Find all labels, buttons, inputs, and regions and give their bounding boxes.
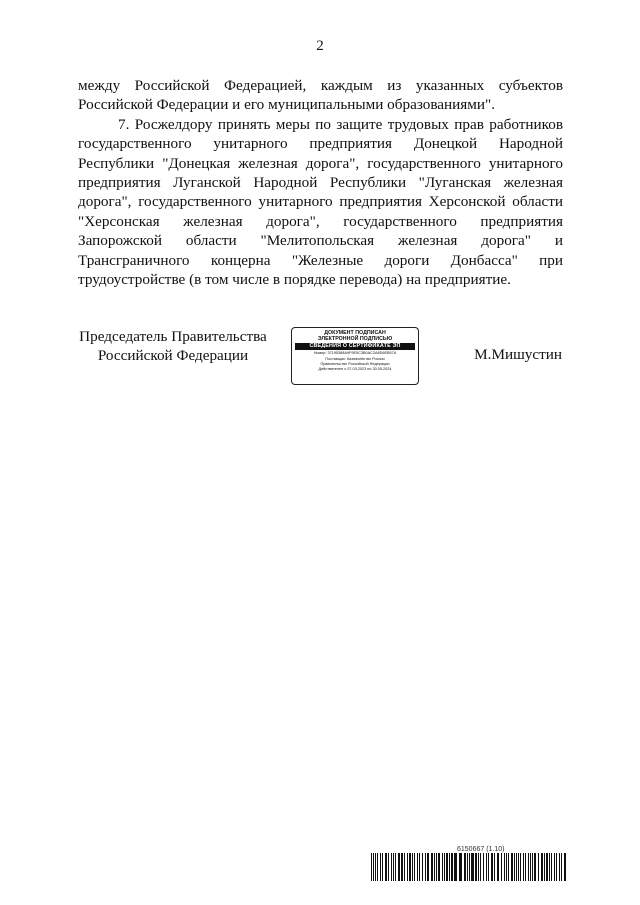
paragraph-continuation: между Российской Федерацией, каждым из указанных субъектов Российской Федерации и его муниципальными образованиями". bbox=[78, 77, 563, 114]
stamp-owner: Правительство Российской Федерации bbox=[320, 361, 390, 366]
signer-title bbox=[78, 328, 268, 365]
stamp-validity: Действителен с 07.03.2023 по 30.05.2024 bbox=[318, 366, 392, 371]
paragraph-item-7: 7. Росжелдору принять меры по защите трудовых прав работников государственного унитарного предприятия Донецкой Народной Республики "Донецкая железная дорога", государственного унитарного предприятия Луганской Народной Республики "Луганская железная дорога", государственного унитарного предприятия Херсонской области "Херсонская железная дорога", государственного предприятия Запорожской области "Мелитопольская железная дорога" и Трансграничного концерна "Железные дороги Донбасса" при трудоустройстве (в том числе в порядке перевода) на предприятие. bbox=[78, 115, 563, 289]
electronic-signature-stamp bbox=[291, 327, 419, 385]
barcode bbox=[371, 853, 567, 881]
document-code: 6150667 (1.10) bbox=[457, 846, 505, 853]
document-body bbox=[78, 76, 563, 289]
signer-name: М.Мишустин bbox=[474, 346, 562, 363]
stamp-line1: ДОКУМЕНТ ПОДПИСАН bbox=[324, 330, 386, 336]
signer-title-line2: Российской Федерации bbox=[97, 346, 249, 364]
stamp-issuer: Поставщик: Казначейство России bbox=[325, 356, 385, 361]
page-number: 2 bbox=[316, 38, 324, 54]
stamp-serial: Номер: 37195388A9F9E5C3B0AC2A8D6EB57A bbox=[313, 351, 397, 356]
stamp-header: СВЕДЕНИЯ О СЕРТИФИКАТЕ ЭП bbox=[295, 343, 415, 350]
signer-title-line1: Председатель Правительства bbox=[79, 328, 267, 345]
stamp-line2: ЭЛЕКТРОННОЙ ПОДПИСЬЮ bbox=[317, 336, 393, 343]
